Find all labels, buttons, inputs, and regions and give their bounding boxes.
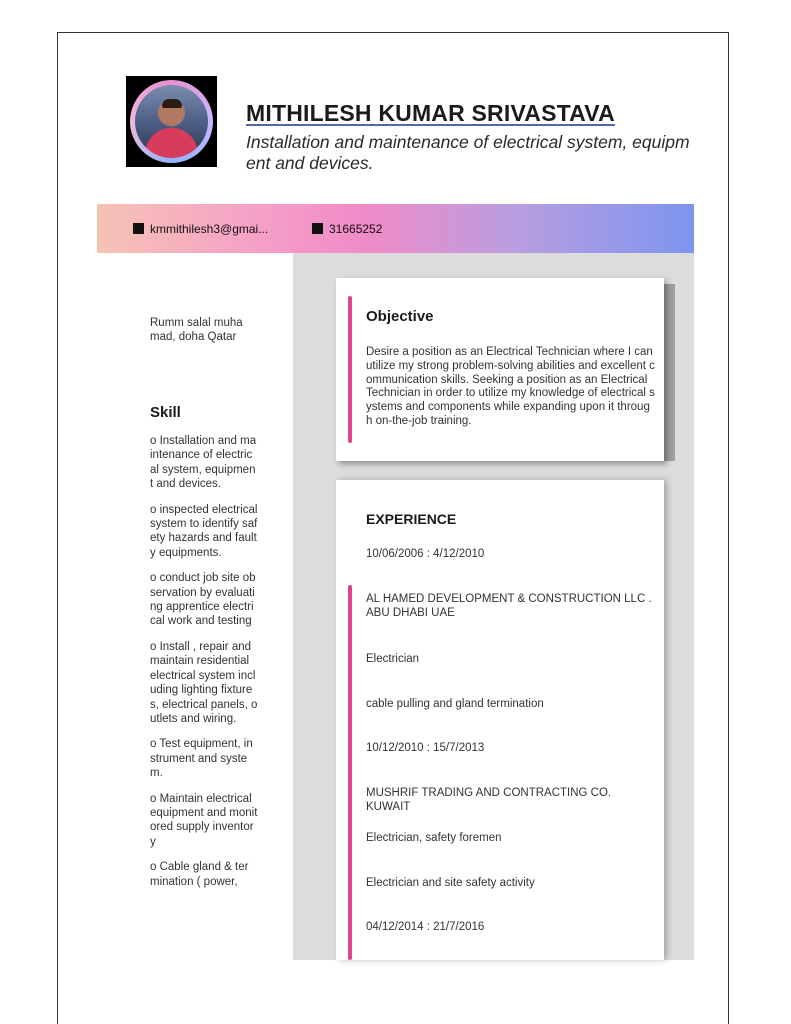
avatar-ring — [130, 80, 213, 163]
skill-item: o Maintain electrical equipment and monitored supply inventory — [150, 792, 258, 848]
skill-heading: Skill — [150, 404, 181, 421]
phone-text: 31665252 — [329, 222, 383, 236]
avatar — [126, 76, 217, 167]
experience-date: 04/12/2014 : 21/7/2016 — [366, 921, 485, 933]
skill-item: o Test equipment, instrument and system. — [150, 738, 253, 780]
experience-company: AL HAMED DEVELOPMENT & CONSTRUCTION LLC . ABU DHABI UAE — [366, 593, 652, 619]
experience-date: 10/12/2010 : 15/7/2013 — [366, 742, 485, 754]
email-text: kmmithilesh3@gmai... — [150, 222, 269, 236]
contact-bar — [97, 204, 694, 253]
email-icon — [133, 223, 144, 234]
skill-item: o Install , repair and maintain residential electrical system including lighting fixtures, electrical panels, outlets and wiring. — [150, 640, 258, 725]
address: Rumm salal muha mad, doha Qatar — [150, 317, 243, 343]
phone-icon — [312, 223, 323, 234]
profile-photo — [135, 85, 208, 158]
experience-accent-bar — [348, 585, 352, 960]
objective-text: Desire a position as an Electrical Technician where I can utilize my strong problem-solving abilities and excellent communication skills. Seeking a position as an Electrical Technician in order to utilize my knowledge of electrical systems and components while expanding upon it through on-the-job training. — [366, 346, 655, 427]
candidate-name: MITHILESH KUMAR SRIVASTAVA — [246, 100, 615, 126]
objective-heading: Objective — [366, 308, 434, 325]
experience-date: 10/06/2006 : 4/12/2010 — [366, 548, 485, 560]
skill-item: o Cable gland & termination ( power, — [150, 861, 249, 888]
objective-card-shadow — [664, 284, 675, 461]
skill-item: o conduct job site observation by evaluating apprentice electrical work and testing — [150, 572, 256, 628]
experience-company: MUSHRIF TRADING AND CONTRACTING CO. KUWAIT — [366, 787, 612, 813]
experience-description: cable pulling and gland termination — [366, 698, 544, 710]
experience-role: Electrician, safety foremen — [366, 832, 502, 844]
experience-heading: EXPERIENCE — [366, 511, 457, 527]
skill-list — [150, 434, 258, 944]
objective-accent-bar — [348, 296, 352, 443]
phone-contact — [312, 222, 382, 236]
experience-role: Electrician — [366, 653, 420, 665]
skill-item: o Installation and maintenance of electrical system, equipment and devices. — [150, 435, 257, 491]
email-contact — [133, 222, 268, 236]
experience-description: Electrician and site safety activity — [366, 877, 535, 889]
candidate-headline: Installation and maintenance of electrical system, equipm ent and devices. — [246, 132, 690, 173]
skill-item: o inspected electrical system to identify safety hazards and faulty equipments. — [150, 503, 258, 559]
